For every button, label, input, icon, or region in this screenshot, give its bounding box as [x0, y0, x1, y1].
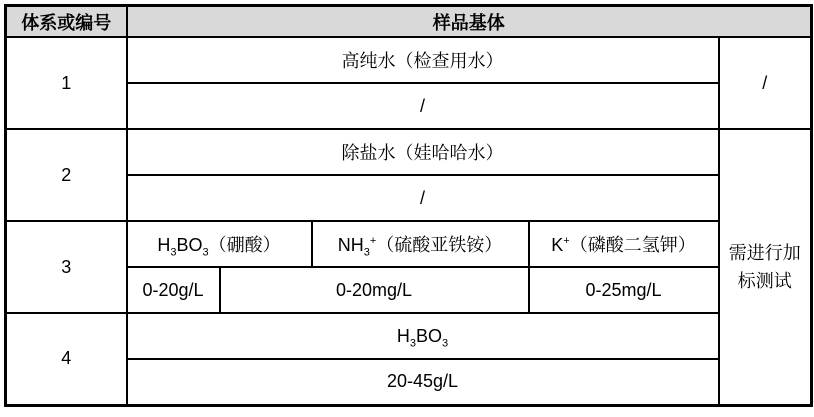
- formula-text: BO: [415, 325, 442, 346]
- formula-text: （磷酸二氢钾）: [569, 235, 696, 255]
- row2-range-cell: /: [127, 175, 719, 221]
- row3-analyte2-cell: [312, 221, 529, 267]
- formula-subscript: 3: [202, 246, 209, 259]
- formula-text: （硫酸亚铁铵）: [376, 235, 503, 255]
- row4-matrix-subrow: [6, 313, 812, 359]
- row3-range1-cell: 0-20g/L: [127, 267, 220, 313]
- formula-text: K: [551, 235, 564, 255]
- formula-superscript: +: [563, 235, 570, 247]
- formula-text: （硼酸）: [208, 235, 281, 255]
- header-sample-matrix-column: 样品基体: [127, 6, 812, 38]
- row4-id-cell: 4: [6, 313, 127, 405]
- header-row: [6, 6, 812, 38]
- row1-range-cell: /: [127, 83, 719, 129]
- row4-range-cell: 20-45g/L: [127, 359, 719, 405]
- formula-text: BO: [176, 235, 203, 255]
- formula-subscript: 3: [363, 246, 370, 259]
- row3-analyte3-cell: [529, 221, 719, 267]
- row1-id-cell: 1: [6, 37, 127, 129]
- row2-range-subrow: [6, 175, 812, 221]
- formula-text: NH: [337, 235, 364, 255]
- row1-note-cell: /: [719, 37, 812, 129]
- header-system-column: 体系或编号: [6, 6, 127, 38]
- row3-analyte1-cell: [127, 221, 312, 267]
- row3-range3-cell: 0-25mg/L: [529, 267, 719, 313]
- row1-matrix-subrow: [6, 37, 812, 83]
- formula-subscript: 3: [409, 337, 416, 350]
- row3-range2-cell: 0-20mg/L: [220, 267, 529, 313]
- sample-matrix-table: [4, 4, 813, 407]
- formula-text: H: [396, 325, 410, 346]
- formula-text: H: [157, 235, 171, 255]
- row2-id-cell: 2: [6, 129, 127, 221]
- row1-matrix-cell: 高纯水（检查用水）: [127, 37, 719, 83]
- row2-matrix-subrow: [6, 129, 812, 175]
- row3-analytes-subrow: [6, 221, 812, 267]
- formula-subscript: 3: [170, 246, 177, 259]
- row3-ranges-subrow: [6, 267, 812, 313]
- row3-id-cell: 3: [6, 221, 127, 313]
- row4-range-subrow: [6, 359, 812, 405]
- row1-range-subrow: [6, 83, 812, 129]
- formula-subscript: 3: [442, 337, 449, 350]
- row2-matrix-cell: 除盐水（娃哈哈水）: [127, 129, 719, 175]
- spike-test-note-cell: 需进行加标测试: [719, 129, 812, 405]
- formula-superscript: +: [369, 235, 377, 247]
- row4-formula-cell: [127, 313, 719, 359]
